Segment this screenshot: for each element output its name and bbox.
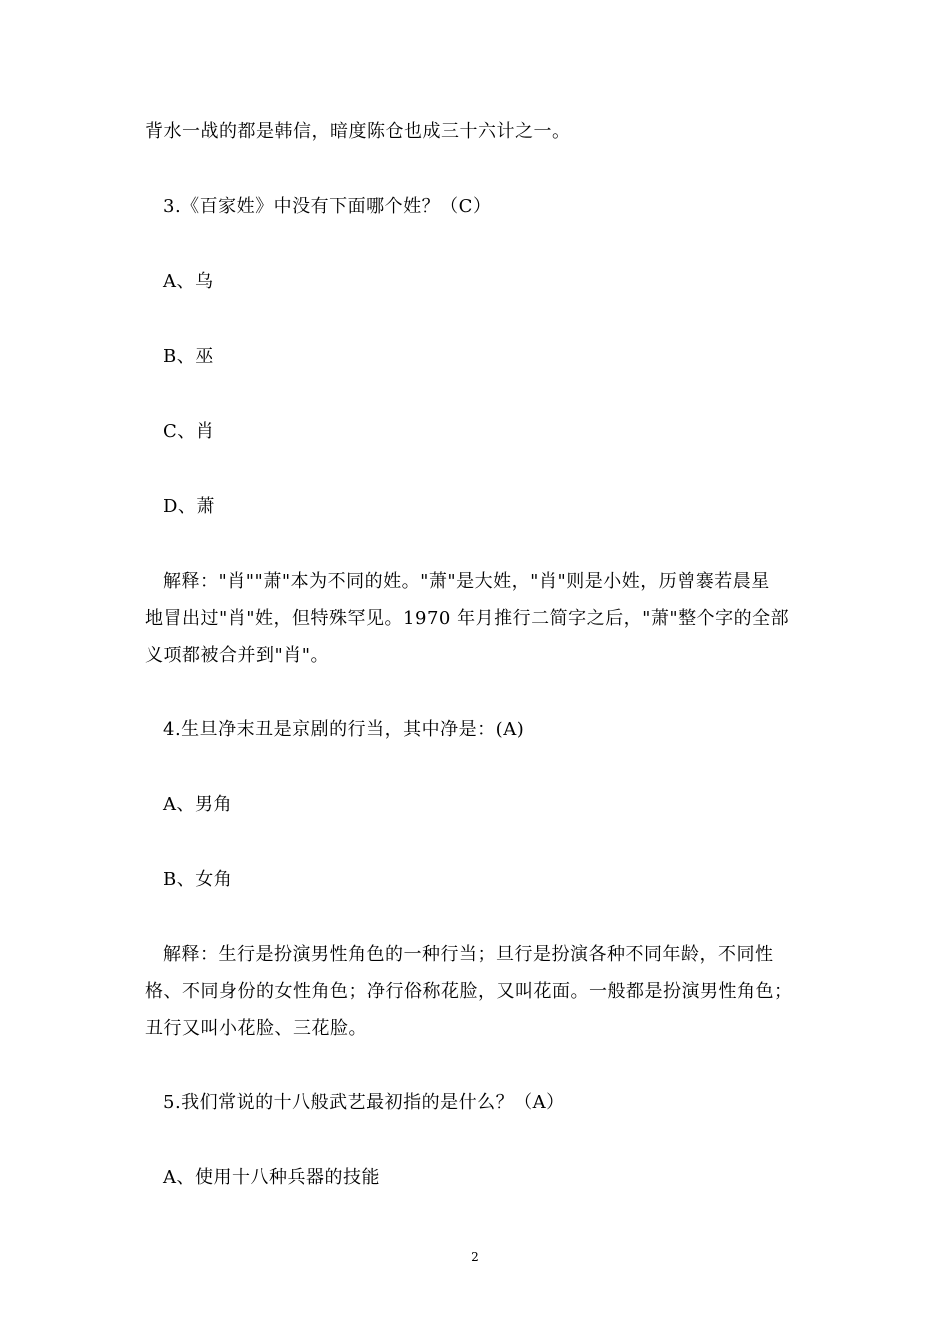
question-3-explanation-line: 义项都被合并到"肖"。 bbox=[145, 645, 330, 666]
question-3-explanation-line: 解释："肖""萧"本为不同的姓。"萧"是大姓，"肖"则是小姓，历曾褰若晨星 bbox=[163, 571, 770, 592]
question-3-option-c: C、肖 bbox=[163, 421, 215, 442]
question-3-explanation-line: 地冒出过"肖"姓，但特殊罕见。1970 年月推行二简字之后，"萧"整个字的全部 bbox=[145, 608, 790, 629]
question-4-explanation-line: 格、不同身份的女性角色；净行俗称花脸，又叫花面。一般都是扮演男性角色； bbox=[145, 981, 793, 1002]
question-4: 4.生旦净末丑是京剧的行当，其中净是：(A) bbox=[163, 719, 525, 740]
question-4-option-b: B、女角 bbox=[163, 869, 233, 890]
question-3-option-a: A、乌 bbox=[163, 271, 214, 292]
question-5: 5.我们常说的十八般武艺最初指的是什么？（A） bbox=[163, 1092, 565, 1113]
question-3-option-d: D、萧 bbox=[163, 496, 215, 517]
question-4-explanation-line: 解释：生行是扮演男性角色的一种行当；旦行是扮演各种不同年龄，不同性 bbox=[163, 944, 774, 965]
page-number: 2 bbox=[471, 1250, 479, 1264]
question-3-option-b: B、巫 bbox=[163, 346, 214, 367]
question-4-explanation bbox=[145, 936, 825, 1047]
question-5-option-a: A、使用十八种兵器的技能 bbox=[163, 1167, 380, 1188]
question-4-explanation-line: 丑行又叫小花脸、三花脸。 bbox=[145, 1018, 367, 1039]
intro-line: 背水一战的都是韩信，暗度陈仓也成三十六计之一。 bbox=[145, 121, 571, 142]
question-4-option-a: A、男角 bbox=[163, 794, 232, 815]
question-3-explanation bbox=[145, 563, 825, 674]
question-3: 3.《百家姓》中没有下面哪个姓？（C） bbox=[163, 196, 492, 217]
